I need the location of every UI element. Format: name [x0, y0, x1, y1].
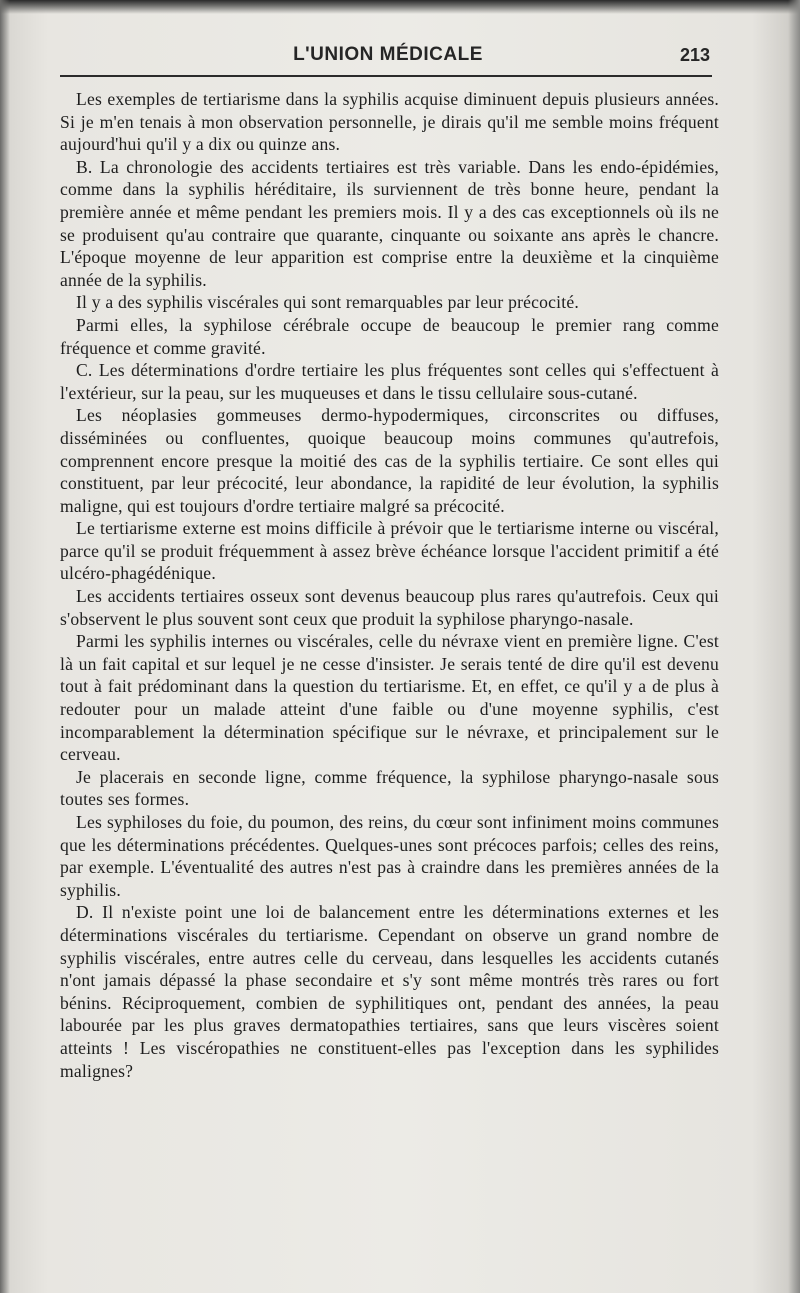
body-text	[60, 88, 719, 1082]
paragraph: B. La chronologie des accidents tertiaires est très variable. Dans les endo-épidémies, comme dans la syphilis héréditaire, ils surviennent de très bonne heure, pendant la première année et même pendant les premiers mois. Il y a des cas exceptionnels où ils ne se produisent qu'au contraire que quarante, cinquante ou soixante ans après le chancre. L'époque moyenne de leur apparition est comprise entre la deuxième et la cinquième année de la syphilis.	[60, 156, 719, 290]
paragraph: Les accidents tertiaires osseux sont devenus beaucoup plus rares qu'autrefois. Ceux qui s'observent le plus souvent sont ceux que produit la syphilose pharyngo-nasale.	[60, 586, 719, 629]
header-rule	[60, 75, 712, 77]
paragraph: Parmi elles, la syphilose cérébrale occupe de beaucoup le premier rang comme fréquence et comme gravité.	[60, 314, 719, 358]
scan-right-edge	[788, 0, 800, 1293]
paragraph: Il y a des syphilis viscérales qui sont remarquables par leur précocité.	[76, 292, 579, 313]
page-number: 213	[679, 45, 710, 65]
paragraph: Les syphiloses du foie, du poumon, des reins, du cœur sont infiniment moins communes que les déterminations précédentes. Quelques-unes sont précoces parfois; celles des reins, par exemple. L'éventualité des autres n'est pas à craindre dans les premières années de la syphilis.	[60, 812, 719, 900]
paragraph: Le tertiarisme externe est moins difficile à prévoir que le tertiarisme interne ou viscéral, parce qu'il se produit fréquemment à assez brève échéance lorsque l'accident primitif a été ulcéro-phagédénique.	[60, 518, 719, 584]
paragraph: D. Il n'existe point une loi de balancement entre les déterminations externes et les déterminations viscérales du tertiarisme. Cependant on observe un grand nombre de syphilis viscérales, entre autres celle du cerveau, dans lesquelles les accidents cutanés n'ont jamais dépassé la phase secondaire et s'y sont même montrés très rares ou fort bénins. Réciproquement, combien de syphilitiques ont, pendant des années, la peau labourée par les plus graves dermatopathies tertiaires, sans que leurs viscères soient atteints ! Les viscéropathies ne constituent-elles pas l'exception dans les syphilides malignes?	[60, 902, 719, 1081]
page-header	[60, 40, 716, 70]
paragraph: Parmi les syphilis internes ou viscérales, celle du névraxe vient en première ligne. C'est là un fait capital et sur lequel je ne cesse d'insister. Je serais tenté de dire qu'il est devenu tout à fait prédominant dans la question du tertiarisme. Et, en effet, ce qu'il y a de plus à redouter pour un malade atteint d'une faible ou d'une moyenne syphilis, c'est incomparablement la détermination spécifique sur le névraxe, et principalement sur le cerveau.	[60, 631, 719, 765]
running-title: L'UNION MÉDICALE	[293, 44, 483, 65]
scan-left-edge	[0, 0, 10, 1293]
paragraph: Les néoplasies gommeuses dermo-hypodermiques, circonscrites ou diffuses, disséminées ou confluentes, quoique beaucoup moins communes qu'autrefois, comprennent encore presque la moitié des cas de la syphilis tertiaire. Ce sont elles qui constituent, par leur précocité, leur abondance, la rapidité de leur évolution, la syphilis maligne, qui est toujours d'ordre tertiaire malgré sa précocité.	[60, 405, 719, 516]
paragraph: Je placerais en seconde ligne, comme fréquence, la syphilose pharyngo-nasale sous toutes ses formes.	[60, 766, 719, 810]
scan-top-edge	[0, 0, 800, 14]
paragraph: C. Les déterminations d'ordre tertiaire les plus fréquentes sont celles qui s'effectuent à l'extérieur, sur la peau, sur les muqueuses et dans le tissu cellulaire sous-cutané.	[60, 360, 719, 403]
paragraph: Les exemples de tertiarisme dans la syphilis acquise diminuent depuis plusieurs années. Si je m'en tenais à mon observation personnelle, je dirais qu'il me semble moins fréquent aujourd'hui qu'il y a dix ou quinze ans.	[60, 89, 719, 155]
